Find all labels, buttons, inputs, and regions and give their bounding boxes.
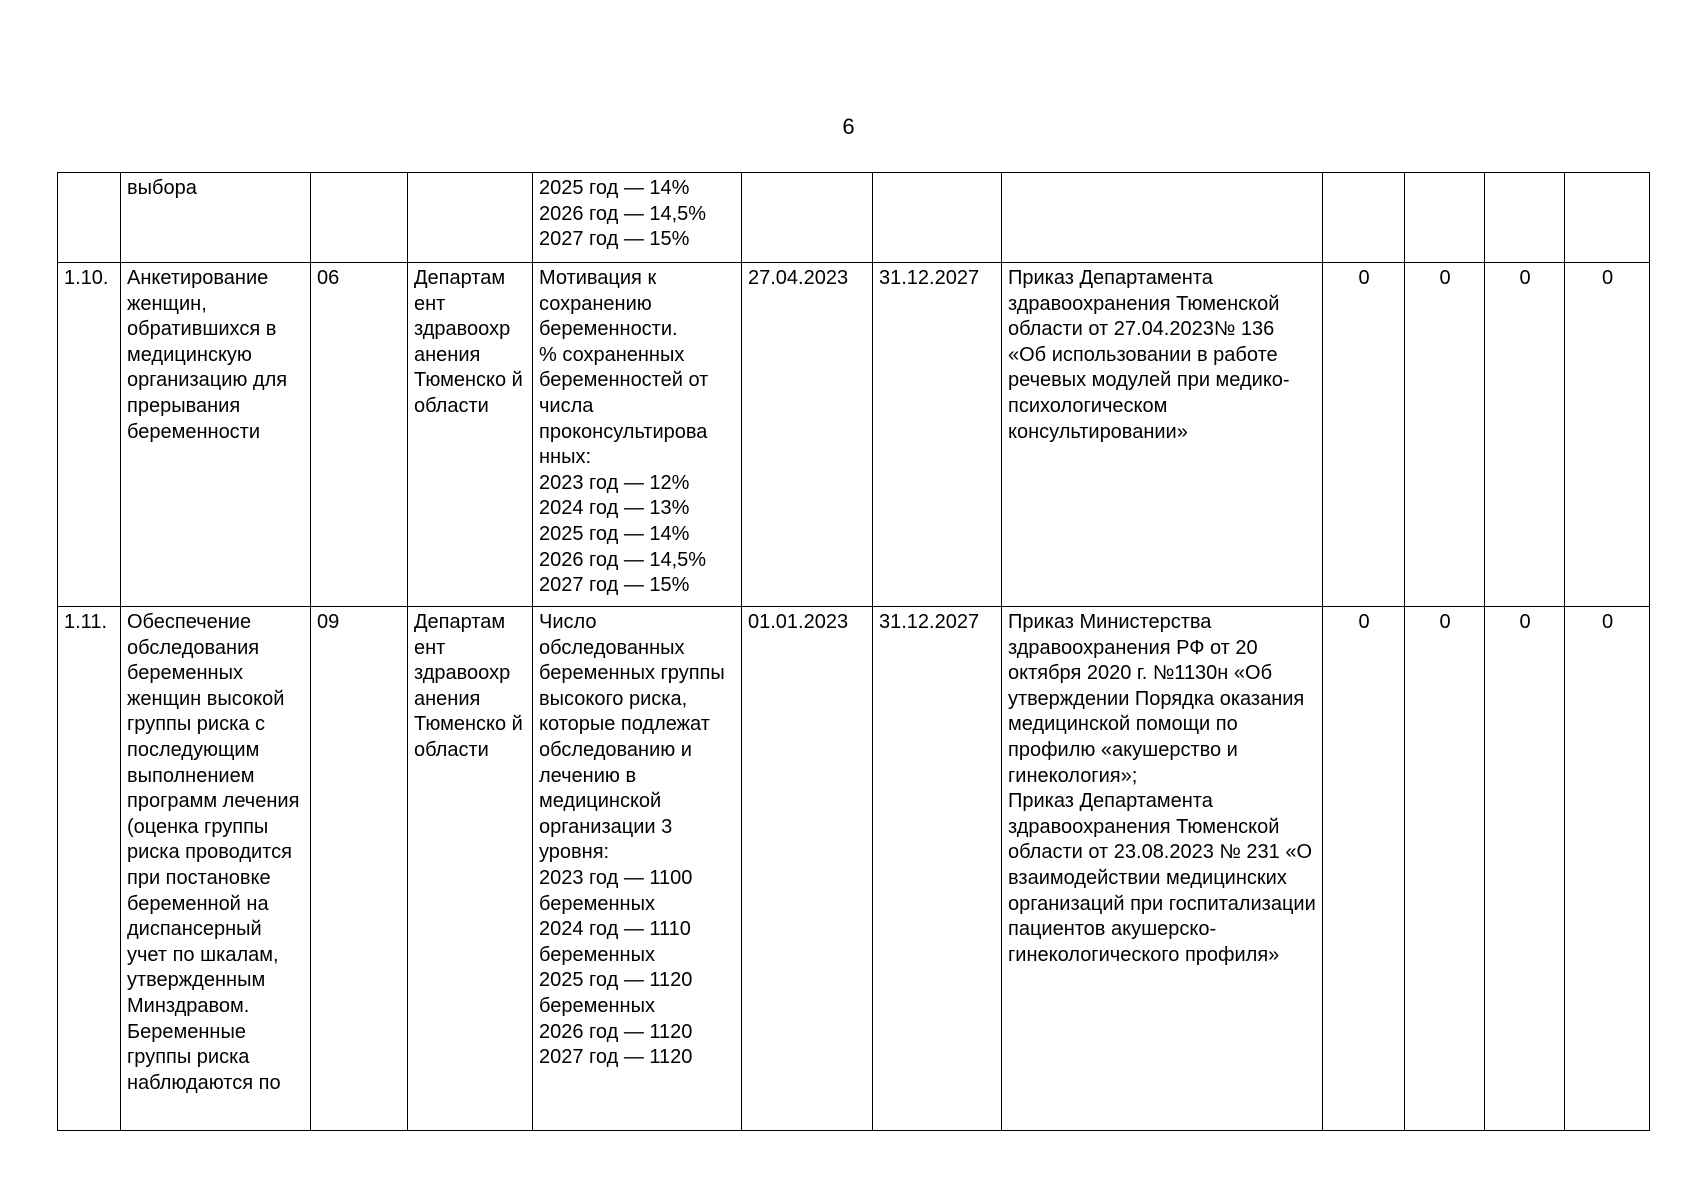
cell-document: Приказ Министерства здравоохранения РФ от 20 октября 2020 г. №1130н «Об утверждении Порядка оказания медицинской помощи по профилю «акушерство и гинекология»; Приказ Департамента здравоохранения Тюменской области от 23.08.2023 № 231 «О взаимодействии медицинских организаций при госпитализации пациентов акушерско-гинекологического профиля» (1002, 607, 1323, 1131)
cell-code: 09 (311, 607, 408, 1131)
cell-executor: Департам ент здравоохр анения Тюменско й области (408, 263, 533, 607)
cell-document (1002, 173, 1323, 263)
cell-event: выбора (121, 173, 311, 263)
page-number: 6 (842, 114, 855, 139)
cell-start-date (742, 173, 873, 263)
cell-event: Анкетирование женщин, обратившихся в медицинскую организацию для прерывания беременности (121, 263, 311, 607)
cell-number: 1.11. (58, 607, 121, 1131)
cell-value-2 (1405, 173, 1485, 263)
cell-end-date (873, 173, 1002, 263)
cell-indicator: Число обследованных беременных группы высокого риска, которые подлежат обследованию и лечению в медицинской организации 3 уровня: 2023 год — 1100 беременных 2024 год — 1110 беременных 2025 год — 1120 беременных 2026 год — 1120 2027 год — 1120 (533, 607, 742, 1131)
cell-value-3 (1485, 173, 1565, 263)
cell-code: 06 (311, 263, 408, 607)
cell-number (58, 173, 121, 263)
cell-document: Приказ Департамента здравоохранения Тюменской области от 27.04.2023№ 136 «Об использовании в работе речевых модулей при медико-психологическом консультировании» (1002, 263, 1323, 607)
cell-code (311, 173, 408, 263)
cell-value-1: 0 (1323, 607, 1405, 1131)
cell-indicator: Мотивация к сохранению беременности. % сохраненных беременностей от числа проконсультирова нных: 2023 год — 12% 2024 год — 13% 2025 год — 14% 2026 год — 14,5% 2027 год — 15% (533, 263, 742, 607)
cell-value-4 (1565, 173, 1650, 263)
measures-table (57, 172, 1650, 1131)
table-row (58, 173, 1650, 263)
cell-value-1 (1323, 173, 1405, 263)
cell-value-3: 0 (1485, 607, 1565, 1131)
cell-end-date: 31.12.2027 (873, 607, 1002, 1131)
cell-value-4: 0 (1565, 607, 1650, 1131)
cell-number: 1.10. (58, 263, 121, 607)
cell-end-date: 31.12.2027 (873, 263, 1002, 607)
cell-executor: Департам ент здравоохр анения Тюменско й области (408, 607, 533, 1131)
cell-value-1: 0 (1323, 263, 1405, 607)
cell-value-2: 0 (1405, 607, 1485, 1131)
cell-value-2: 0 (1405, 263, 1485, 607)
table-row (58, 607, 1650, 1131)
cell-indicator: 2025 год — 14% 2026 год — 14,5% 2027 год — 15% (533, 173, 742, 263)
cell-value-4: 0 (1565, 263, 1650, 607)
table-row (58, 263, 1650, 607)
cell-start-date: 01.01.2023 (742, 607, 873, 1131)
cell-executor (408, 173, 533, 263)
cell-value-3: 0 (1485, 263, 1565, 607)
cell-start-date: 27.04.2023 (742, 263, 873, 607)
cell-event: Обеспечение обследования беременных женщин высокой группы риска с последующим выполнением программ лечения (оценка группы риска проводится при постановке беременной на диспансерный учет по шкалам, утвержденным Минздравом. Беременные группы риска наблюдаются по (121, 607, 311, 1131)
